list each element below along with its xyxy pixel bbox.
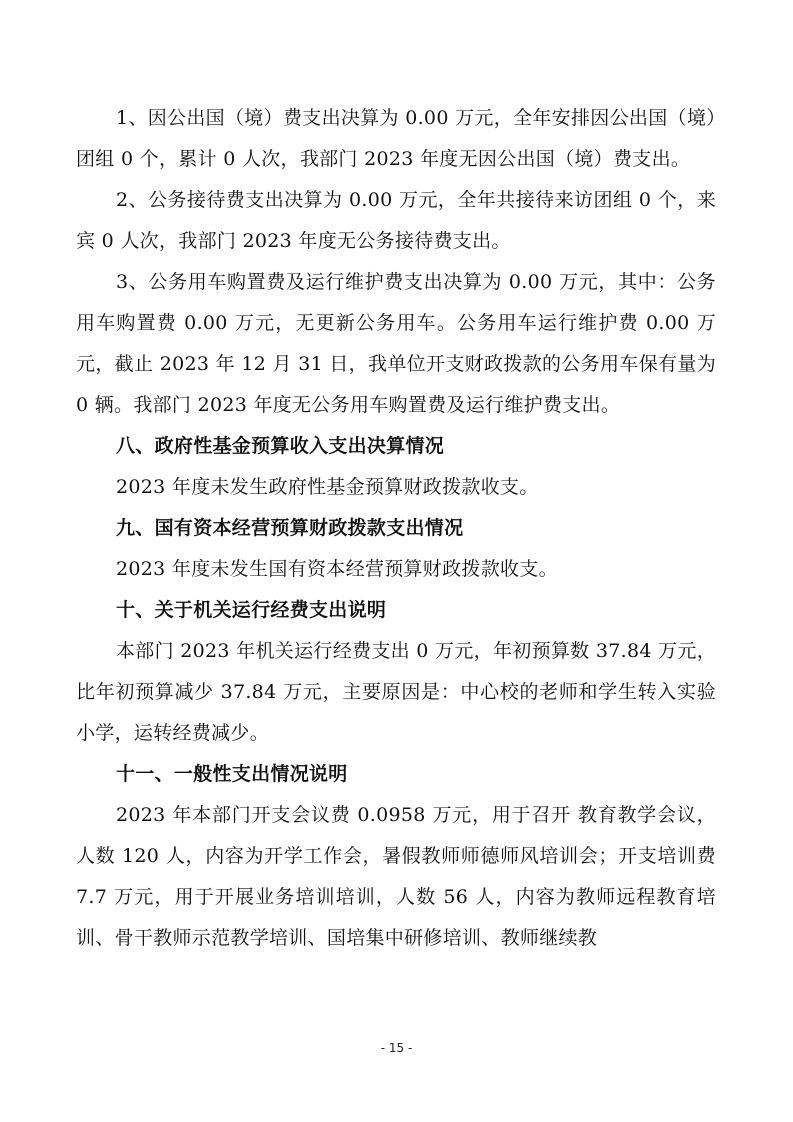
section-heading-general-expenses: 十一、一般性支出情况说明 [116,763,348,785]
paragraph-general-expenses: 2023 年本部门开支会议费 0.0958 万元，用于召开 教育教学会议，人数 120 人，内容为开学工作会，暑假教师师德师风培训会；开支培训费 7.7 万元，用于开展业务培训培训，人数 56 人，内容为教师远程教育培训、骨干教师示范教学培训、国培集中研修培训、教师继续教 [76,804,716,949]
paragraph-operating-expenses: 本部门 2023 年机关运行经费支出 0 万元，年初预算数 37.84 万元，比年初预算减少 37.84 万元，主要原因是：中心校的老师和学生转入实验小学，运转经费减少。 [76,640,716,744]
paragraph-vehicles: 3、公务用车购置费及运行维护费支出决算为 0.00 万元，其中：公务用车购置费 0.00 万元，无更新公务用车。公务用车运行维护费 0.00 万元，截止 2023 年 12 月 31 日，我单位开支财政拨款的公务用车保有量为 0 辆。我部门 2023 年度无公务用车购置费及运行维护费支出。 [76,271,716,416]
paragraph-overseas-travel: 1、因公出国（境）费支出决算为 0.00 万元，全年安排因公出国（境）团组 0 个，累计 0 人次，我部门 2023 年度无因公出国（境）费支出。 [76,107,716,170]
paragraph-government-funds: 2023 年度未发生政府性基金预算财政拨款收支。 [116,476,539,498]
section-heading-government-funds: 八、政府性基金预算收入支出决算情况 [116,435,445,457]
section-heading-operating-expenses: 十、关于机关运行经费支出说明 [116,599,387,621]
document-body [76,98,716,959]
section-heading-state-capital: 九、国有资本经营预算财政拨款支出情况 [116,517,464,539]
paragraph-reception: 2、公务接待费支出决算为 0.00 万元，全年共接待来访团组 0 个，来宾 0 人次，我部门 2023 年度无公务接待费支出。 [76,189,716,252]
paragraph-state-capital: 2023 年度未发生国有资本经营预算财政拨款收支。 [116,558,558,580]
page-number: - 15 - [380,1041,413,1055]
